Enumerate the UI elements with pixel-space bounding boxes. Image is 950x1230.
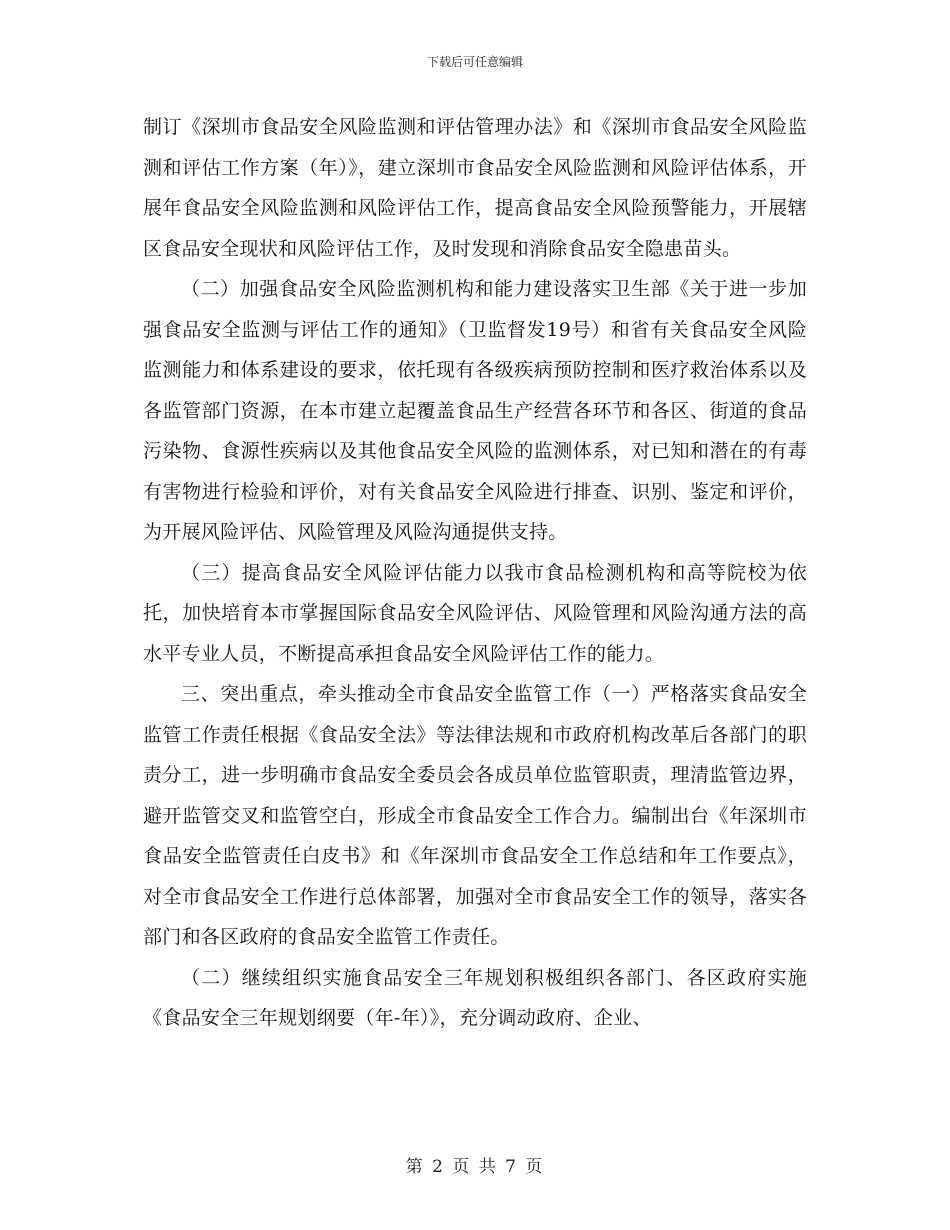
paragraph-three-year-plan: （二）继续组织实施食品安全三年规划积极组织各部门、各区政府实施《食品安全三年规划纲要（年-年）》，充分调动政府、企业、 [143,966,807,1029]
paragraph-risk-monitoring-capacity: （二）加强食品安全风险监测机构和能力建设落实卫生部《关于进一步加强食品安全监测与评估工作的通知》（卫监督发19号）和省有关食品安全风险监测能力和体系建设的要求，依托现有各级疾病预防控制和医疗救治体系以及各监管部门资源，在本市建立起覆盖食品生产经营各环节和各区、街道的食品污染物、食源性疾病以及其他食品安全风险的监测体系，对已知和潜在的有毒有害物进行检验和评价，对有关食品安全风险进行排查、识别、鉴定和评价，为开展风险评估、风险管理及风险沟通提供支持。 [143,278,807,543]
paragraph-risk-assessment-capacity: （三）提高食品安全风险评估能力以我市食品检测机构和高等院校为依托，加快培育本市掌握国际食品安全风险评估、风险管理和风险沟通方法的高水平专业人员，不断提高承担食品安全风险评估工作的能力。 [143,561,807,665]
page-number-footer: 第 2 页 共 7 页 [405,1157,545,1177]
page-header-note: 下载后可任意编辑 [426,55,523,69]
paragraph-section-three: 三、突出重点，牵头推动全市食品安全监管工作（一）严格落实食品安全监管工作责任根据《食品安全法》等法律法规和市政府机构改革后各部门的职责分工，进一步明确市食品安全委员会各成员单位监管职责，理清监管边界，避开监管交叉和监管空白，形成全市食品安全工作合力。编制出台《年深圳市食品安全监管责任白皮书》和《年深圳市食品安全工作总结和年工作要点》，对全市食品安全工作进行总体部署，加强对全市食品安全工作的领导，落实各部门和各区政府的食品安全监管工作责任。 [143,683,807,948]
paragraph-continuation: 制订《深圳市食品安全风险监测和评估管理办法》和《深圳市食品安全风险监测和评估工作方案（年）》，建立深圳市食品安全风险监测和风险评估体系，开展年食品安全风险监测和风险评估工作，提高食品安全风险预警能力，开展辖区食品安全现状和风险评估工作，及时发现和消除食品安全隐患苗头。 [143,116,807,260]
document-body [143,107,807,1039]
